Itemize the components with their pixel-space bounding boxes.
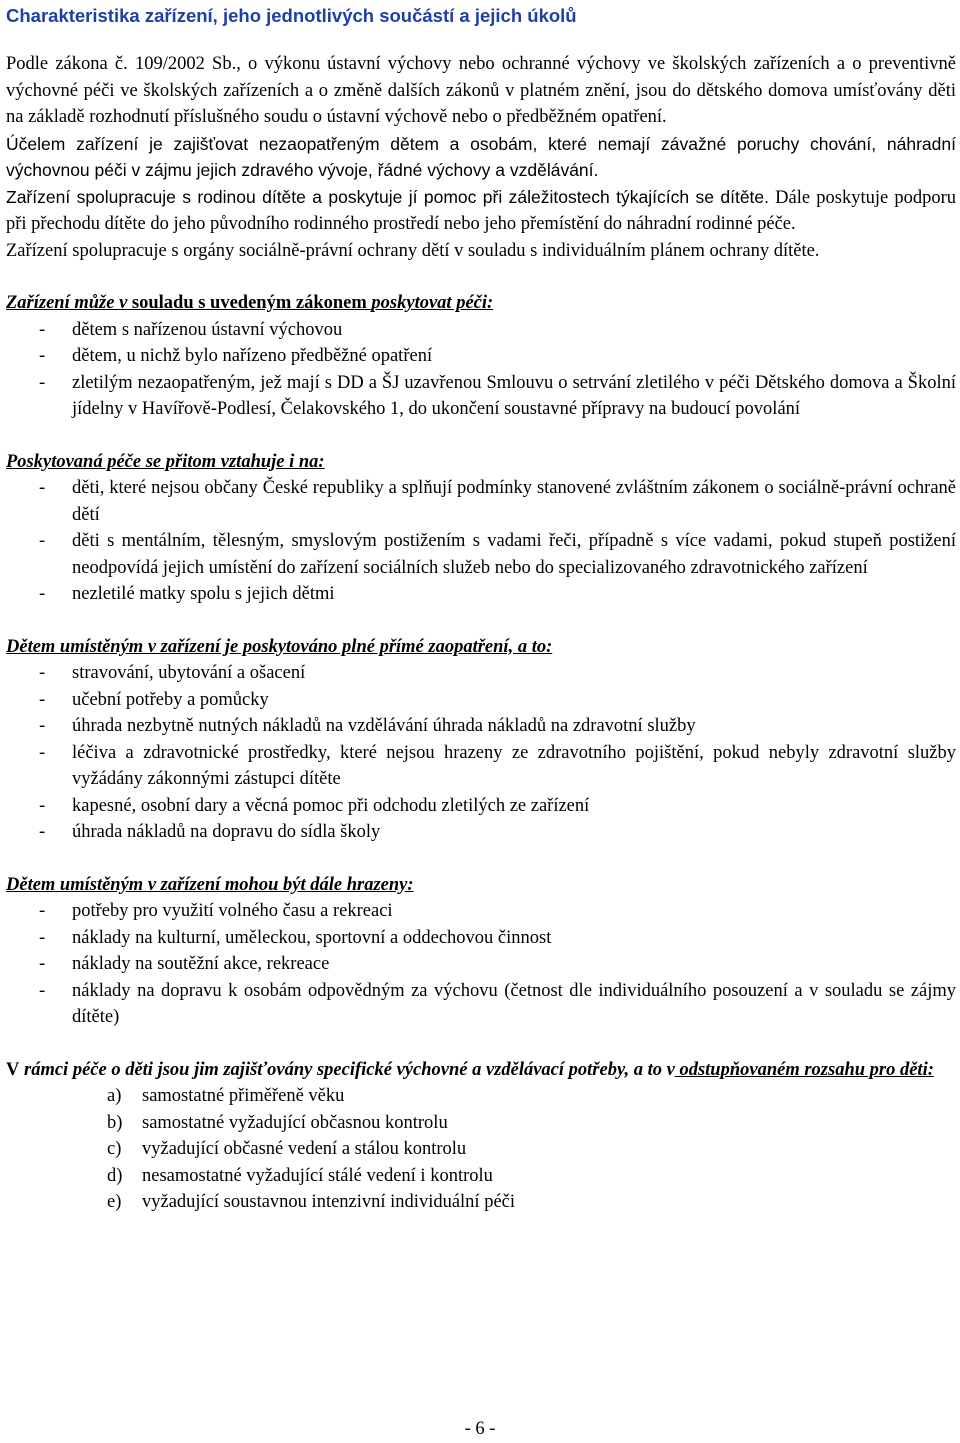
- section-title-part: Zařízení může v: [6, 293, 128, 313]
- spacer: [6, 846, 956, 872]
- intro-paragraph-family: [6, 184, 956, 238]
- section-title-additional-costs: Dětem umístěným v zařízení mohou být dále hrazeny:: [6, 874, 414, 895]
- specific-needs-list: [6, 1083, 956, 1216]
- intro-paragraph-ospod: Zařízení spolupracuje s orgány sociálně-právní ochrany dětí v souladu s individuálním plánem ochrany dítěte.: [6, 240, 820, 261]
- spacer: [6, 1031, 956, 1057]
- also-applies-list: [6, 475, 956, 608]
- intro-paragraph-purpose: Účelem zařízení je zajišťovat nezaopatřeným dětem a osobám, které nemají závažné poruchy chování, náhradní výchovnou péči v zájmu jejich zdravého vývoje, řádné výchovy a vzdělávání.: [6, 133, 956, 180]
- list-item-text: samostatné přiměřeně věku: [142, 1086, 345, 1106]
- list-marker: b): [107, 1112, 123, 1133]
- spacer: [6, 423, 956, 449]
- list-marker: e): [107, 1192, 122, 1212]
- list-item-text: vyžadující občasné vedení a stálou kontrolu: [142, 1139, 467, 1159]
- family-cooperation-text: Zařízení spolupracuje s rodinou dítěte a poskytuje jí pomoc při záležitostech týkajících se dítěte.: [6, 186, 770, 207]
- list-item: [6, 1110, 956, 1137]
- list-item: - potřeby pro využití volného času a rekreaci: [6, 898, 956, 925]
- list-item-text: nesamostatné vyžadující stálé vedení i kontrolu: [142, 1165, 493, 1186]
- list-item: - stravování, ubytování a ošacení: [6, 660, 956, 687]
- list-item: - učební potřeby a pomůcky: [6, 687, 956, 714]
- document-content: [6, 3, 956, 1216]
- list-item: - úhrada nezbytně nutných nákladů na vzdělávání úhrada nákladů na zdravotní služby: [6, 713, 956, 740]
- intro-paragraph-law: Podle zákona č. 109/2002 Sb., o výkonu ústavní výchovy nebo ochranné výchovy ve školských zařízeních a o preventivně výchovné péči ve školských zařízeních a o změně dalších zákonů v platném znění, jsou do dětského domova umísťovány děti na základě rozhodnutí příslušného soudu o ústavní výchově nebo o předběžném opatření.: [6, 54, 956, 127]
- spacer: [6, 608, 956, 634]
- spacer: [6, 264, 956, 290]
- list-item: [6, 1163, 956, 1190]
- care-provision-list: [6, 317, 956, 423]
- section-title-part: poskytovat péči:: [371, 293, 494, 313]
- section-title-part: rámci péče o děti jsou jim zajišťovány specifické výchovné a vzdělávací potřeby, a to v: [19, 1059, 675, 1080]
- list-marker: a): [107, 1086, 122, 1106]
- list-item: - náklady na dopravu k osobám odpovědným za výchovu (četnost dle individuálního posouzení a v souladu se zájmy dítěte): [6, 978, 956, 1031]
- list-item: - kapesné, osobní dary a věcná pomoc při odchodu zletilých ze zařízení: [6, 793, 956, 820]
- document-title: Charakteristika zařízení, jeho jednotlivých součástí a jejich úkolů: [6, 5, 577, 26]
- full-support-list: [6, 660, 956, 846]
- list-item-text: samostatné vyžadující občasnou kontrolu: [142, 1112, 448, 1133]
- list-marker: d): [107, 1165, 123, 1186]
- section-title-part: V: [6, 1059, 20, 1080]
- section-title-part: odstupňovaném rozsahu pro děti:: [674, 1059, 934, 1080]
- family-support-text: Dále poskytuje podporu při přechodu dítěte do jeho původního rodinného prostředí nebo jeho přemístění do náhradní rodinné péče.: [6, 187, 956, 234]
- list-item: - děti s mentálním, tělesným, smyslovým postižením s vadami řeči, případně s více vadami, pokud stupeň postižení neodpovídá jejich umístění do zařízení sociálních služeb nebo do specializovaného zdravotnického zařízení: [6, 528, 956, 581]
- list-item: - zletilým nezaopatřeným, jež mají s DD a ŠJ uzavřenou Smlouvu o setrvání zletilého v péči Dětského domova a Školní jídelny v Havířově-Podlesí, Čelakovského 1, do ukončení soustavné přípravy na budoucí povolání: [6, 370, 956, 423]
- section-title-full-support: Dětem umístěným v zařízení je poskytováno plné přímé zaopatření, a to:: [6, 636, 553, 657]
- additional-costs-list: [6, 898, 956, 1031]
- section-title-also-applies: Poskytovaná péče se přitom vztahuje i na:: [6, 451, 325, 472]
- section-title-specific-needs: [6, 1057, 956, 1084]
- list-marker: c): [107, 1139, 122, 1159]
- list-item: - náklady na kulturní, uměleckou, sportovní a oddechovou činnost: [6, 925, 956, 952]
- list-item: - úhrada nákladů na dopravu do sídla školy: [6, 819, 956, 846]
- page-number: - 6 -: [464, 1419, 496, 1439]
- list-item: - dětem, u nichž bylo nařízeno předběžné opatření: [6, 343, 956, 370]
- section-title-care-provision: [6, 290, 956, 317]
- list-item: - léčiva a zdravotnické prostředky, které nejsou hrazeny ze zdravotního pojištění, pokud nebyly zdravotní služby vyžádány zákonnými zástupci dítěte: [6, 740, 956, 793]
- list-item: [6, 1136, 956, 1163]
- list-item: - děti, které nejsou občany České republiky a splňují podmínky stanovené zvláštním zákonem o sociálně-právní ochraně dětí: [6, 475, 956, 528]
- list-item: - dětem s nařízenou ústavní výchovou: [6, 317, 956, 344]
- list-item: [6, 1083, 956, 1110]
- list-item: - nezletilé matky spolu s jejich dětmi: [6, 581, 956, 608]
- section-title-part: souladu s uvedeným zákonem: [127, 293, 372, 313]
- list-item: - náklady na soutěžní akce, rekreace: [6, 951, 956, 978]
- list-item-text: vyžadující soustavnou intenzivní individuální péči: [142, 1192, 516, 1212]
- list-item: [6, 1189, 956, 1216]
